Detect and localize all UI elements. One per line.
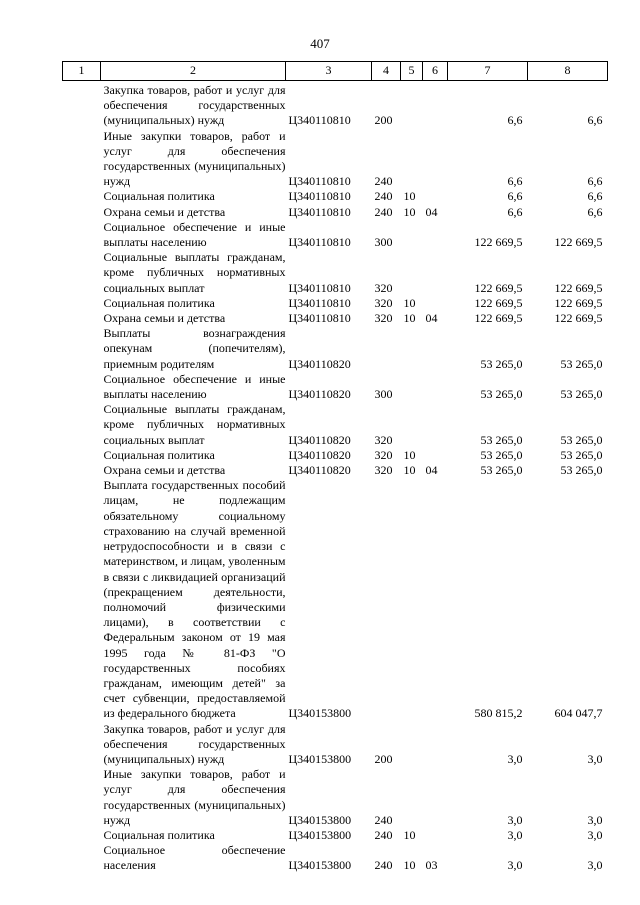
row-amount-1: 122 669,5: [474, 311, 523, 326]
budget-table: [62, 61, 608, 874]
row-expense-type: 240: [374, 812, 393, 827]
row-code: Ц340110810: [288, 113, 351, 128]
row-amount-1: 122 669,5: [474, 280, 523, 295]
table-row: [63, 81, 608, 129]
row-section: 10: [403, 447, 416, 462]
row-name: Социальная политика: [103, 295, 215, 310]
row-expense-type: 240: [374, 204, 393, 219]
row-code: Ц340110810: [288, 235, 351, 250]
table-header-row: [63, 62, 608, 81]
row-subsection: [423, 722, 448, 768]
row-amount-2: 6,6: [587, 189, 603, 204]
table-row: [63, 311, 608, 326]
row-amount-1: 122 669,5: [474, 235, 523, 250]
row-amount-1: 3,0: [507, 827, 523, 842]
row-empty-cell: [63, 205, 101, 220]
row-subsection: [423, 296, 448, 311]
table-row: [63, 463, 608, 478]
row-section: 10: [403, 311, 416, 326]
row-empty-cell: [63, 402, 101, 448]
row-name: Социальные выплаты гражданам, кроме публичных нормативных социальных выплат: [103, 402, 286, 447]
row-code: Ц340110820: [288, 387, 351, 402]
table-row: [63, 767, 608, 828]
row-section: 10: [403, 827, 416, 842]
row-empty-cell: [63, 463, 101, 478]
row-code: Ц340110820: [288, 432, 351, 447]
row-empty-cell: [63, 81, 101, 129]
row-section: 10: [403, 204, 416, 219]
row-subsection: 03: [425, 858, 438, 873]
row-amount-2: 3,0: [587, 812, 603, 827]
table-row: [63, 843, 608, 873]
row-code: Ц340110810: [288, 311, 351, 326]
row-name: Социальная политика: [103, 189, 215, 204]
row-expense-type: 240: [374, 174, 393, 189]
row-amount-1: 580 815,2: [474, 706, 523, 721]
row-amount-1: 6,6: [507, 113, 523, 128]
table-row: [63, 448, 608, 463]
row-amount-2: 6,6: [587, 204, 603, 219]
row-subsection: [423, 402, 448, 448]
row-code: Ц340110810: [288, 174, 351, 189]
row-expense-type: 200: [374, 751, 393, 766]
row-name: Охрана семьи и детства: [103, 204, 226, 219]
row-subsection: [423, 448, 448, 463]
row-subsection: [423, 250, 448, 296]
row-code: Ц340110810: [288, 280, 351, 295]
row-expense-type: 300: [374, 235, 393, 250]
row-amount-2: 6,6: [587, 113, 603, 128]
row-section: [401, 81, 423, 129]
table-body: [63, 81, 608, 874]
header-col-3: 3: [286, 62, 372, 81]
row-expense-type: 240: [374, 858, 393, 873]
row-expense-type: 320: [374, 447, 393, 462]
row-section: 10: [403, 463, 416, 478]
row-amount-2: 122 669,5: [554, 311, 603, 326]
row-expense-type: 320: [374, 280, 393, 295]
row-section: [401, 220, 423, 250]
header-col-4: 4: [372, 62, 401, 81]
table-row: [63, 220, 608, 250]
header-col-7: 7: [448, 62, 528, 81]
row-empty-cell: [63, 296, 101, 311]
row-amount-2: 604 047,7: [554, 706, 603, 721]
row-empty-cell: [63, 220, 101, 250]
row-amount-1: 53 265,0: [480, 356, 523, 371]
row-expense-type: 320: [374, 463, 393, 478]
row-subsection: 04: [425, 311, 438, 326]
row-empty-cell: [63, 843, 101, 873]
row-subsection: [423, 828, 448, 843]
row-expense-type: 320: [374, 311, 393, 326]
row-amount-2: 53 265,0: [560, 447, 603, 462]
row-empty-cell: [63, 250, 101, 296]
row-amount-2: 53 265,0: [560, 463, 603, 478]
row-section: [401, 767, 423, 828]
table-row: [63, 296, 608, 311]
row-amount-2: 3,0: [587, 858, 603, 873]
row-expense-type: 240: [374, 827, 393, 842]
row-name: Охрана семьи и детства: [103, 463, 226, 478]
row-name: Закупка товаров, работ и услуг для обеспечения государственных (муниципальных) нужд: [103, 721, 286, 766]
row-subsection: [423, 326, 448, 372]
row-code: Ц340153800: [288, 706, 352, 721]
row-expense-type: 300: [374, 387, 393, 402]
row-name: Охрана семьи и детства: [103, 311, 226, 326]
table-row: [63, 372, 608, 402]
table-row: [63, 402, 608, 448]
row-section: 10: [403, 295, 416, 310]
row-name: Социальные выплаты гражданам, кроме публичных нормативных социальных выплат: [103, 250, 286, 295]
row-empty-cell: [63, 189, 101, 204]
row-code: Ц340110820: [288, 447, 351, 462]
row-amount-1: 53 265,0: [480, 432, 523, 447]
row-name: Социальная политика: [103, 447, 215, 462]
row-empty-cell: [63, 767, 101, 828]
row-code: Ц340153800: [288, 751, 352, 766]
table-row: [63, 189, 608, 204]
table-row: [63, 722, 608, 768]
row-amount-1: 53 265,0: [480, 463, 523, 478]
row-section: [401, 250, 423, 296]
row-subsection: [423, 220, 448, 250]
row-amount-2: 122 669,5: [554, 235, 603, 250]
row-section: [401, 372, 423, 402]
header-col-6: 6: [423, 62, 448, 81]
table-row: [63, 129, 608, 190]
row-section: 10: [403, 189, 416, 204]
row-subsection: [423, 767, 448, 828]
row-empty-cell: [63, 326, 101, 372]
row-amount-2: 53 265,0: [560, 432, 603, 447]
row-section: [401, 478, 423, 721]
row-amount-1: 6,6: [507, 189, 523, 204]
table-row: [63, 478, 608, 721]
row-code: Ц340153800: [288, 827, 352, 842]
row-empty-cell: [63, 448, 101, 463]
row-subsection: 04: [425, 204, 438, 219]
row-name: Социальное обеспечение населения: [103, 843, 286, 873]
row-subsection: [423, 129, 448, 190]
row-amount-2: 122 669,5: [554, 295, 603, 310]
row-amount-1: 122 669,5: [474, 295, 523, 310]
row-expense-type: 320: [374, 295, 393, 310]
row-amount-1: 6,6: [507, 174, 523, 189]
row-amount-2: 3,0: [587, 751, 603, 766]
row-amount-1: 53 265,0: [480, 387, 523, 402]
row-code: Ц340110820: [288, 356, 351, 371]
row-code: Ц340153800: [288, 812, 352, 827]
row-code: Ц340110820: [288, 463, 351, 478]
row-amount-1: 3,0: [507, 751, 523, 766]
row-subsection: [423, 372, 448, 402]
header-col-1: 1: [63, 62, 101, 81]
row-amount-2: 53 265,0: [560, 356, 603, 371]
row-section: [401, 402, 423, 448]
row-section: 10: [403, 858, 416, 873]
row-expense-type: [372, 478, 401, 721]
row-subsection: 04: [425, 463, 438, 478]
row-code: Ц340153800: [288, 858, 352, 873]
row-name: Иные закупки товаров, работ и услуг для обеспечения государственных (муниципальных) нужд: [103, 767, 286, 827]
header-col-2: 2: [101, 62, 286, 81]
header-col-8: 8: [528, 62, 608, 81]
row-name: Социальная политика: [103, 827, 215, 842]
row-section: [401, 722, 423, 768]
row-subsection: [423, 189, 448, 204]
row-empty-cell: [63, 828, 101, 843]
header-col-5: 5: [401, 62, 423, 81]
row-expense-type: 200: [374, 113, 393, 128]
row-code: Ц340110810: [288, 295, 351, 310]
table-row: [63, 250, 608, 296]
row-section: [401, 326, 423, 372]
row-name: Иные закупки товаров, работ и услуг для обеспечения государственных (муниципальных) нужд: [103, 128, 286, 189]
row-name: Выплата государственных пособий лицам, не подлежащим обязательному социальному страхованию на случай временной нетрудоспособности и в связи с материнством, и лицам, уволенным в связи с ликвидацией организаций (прекращением деятельности, полномочий физическими лицами), в соответствии с Федеральным законом от 19 мая 1995 года № 81-ФЗ "О государственных пособиях гражданам, имеющим детей" за счет субвенции, предоставляемой из федерального бюджета: [103, 478, 286, 721]
row-empty-cell: [63, 478, 101, 721]
row-empty-cell: [63, 372, 101, 402]
page-number: 407: [310, 36, 330, 51]
row-amount-1: 3,0: [507, 858, 523, 873]
row-empty-cell: [63, 722, 101, 768]
row-code: Ц340110810: [288, 189, 351, 204]
row-subsection: [423, 81, 448, 129]
row-expense-type: 320: [374, 432, 393, 447]
row-empty-cell: [63, 311, 101, 326]
row-name: Выплаты вознаграждения опекунам (попечителям), приемным родителям: [103, 326, 286, 371]
row-name: Социальное обеспечение и иные выплаты населению: [103, 219, 286, 250]
row-empty-cell: [63, 129, 101, 190]
row-section: [401, 129, 423, 190]
table-row: [63, 828, 608, 843]
row-amount-2: 122 669,5: [554, 280, 603, 295]
row-amount-1: 6,6: [507, 204, 523, 219]
row-amount-2: 6,6: [587, 174, 603, 189]
row-amount-2: 3,0: [587, 827, 603, 842]
row-subsection: [423, 478, 448, 721]
row-expense-type: [372, 326, 401, 372]
row-code: Ц340110810: [288, 204, 351, 219]
table-row: [63, 205, 608, 220]
row-expense-type: 240: [374, 189, 393, 204]
row-amount-1: 53 265,0: [480, 447, 523, 462]
row-amount-1: 3,0: [507, 812, 523, 827]
row-amount-2: 53 265,0: [560, 387, 603, 402]
row-name: Социальное обеспечение и иные выплаты населению: [103, 371, 286, 402]
table-row: [63, 326, 608, 372]
row-name: Закупка товаров, работ и услуг для обеспечения государственных (муниципальных) нужд: [103, 83, 286, 128]
